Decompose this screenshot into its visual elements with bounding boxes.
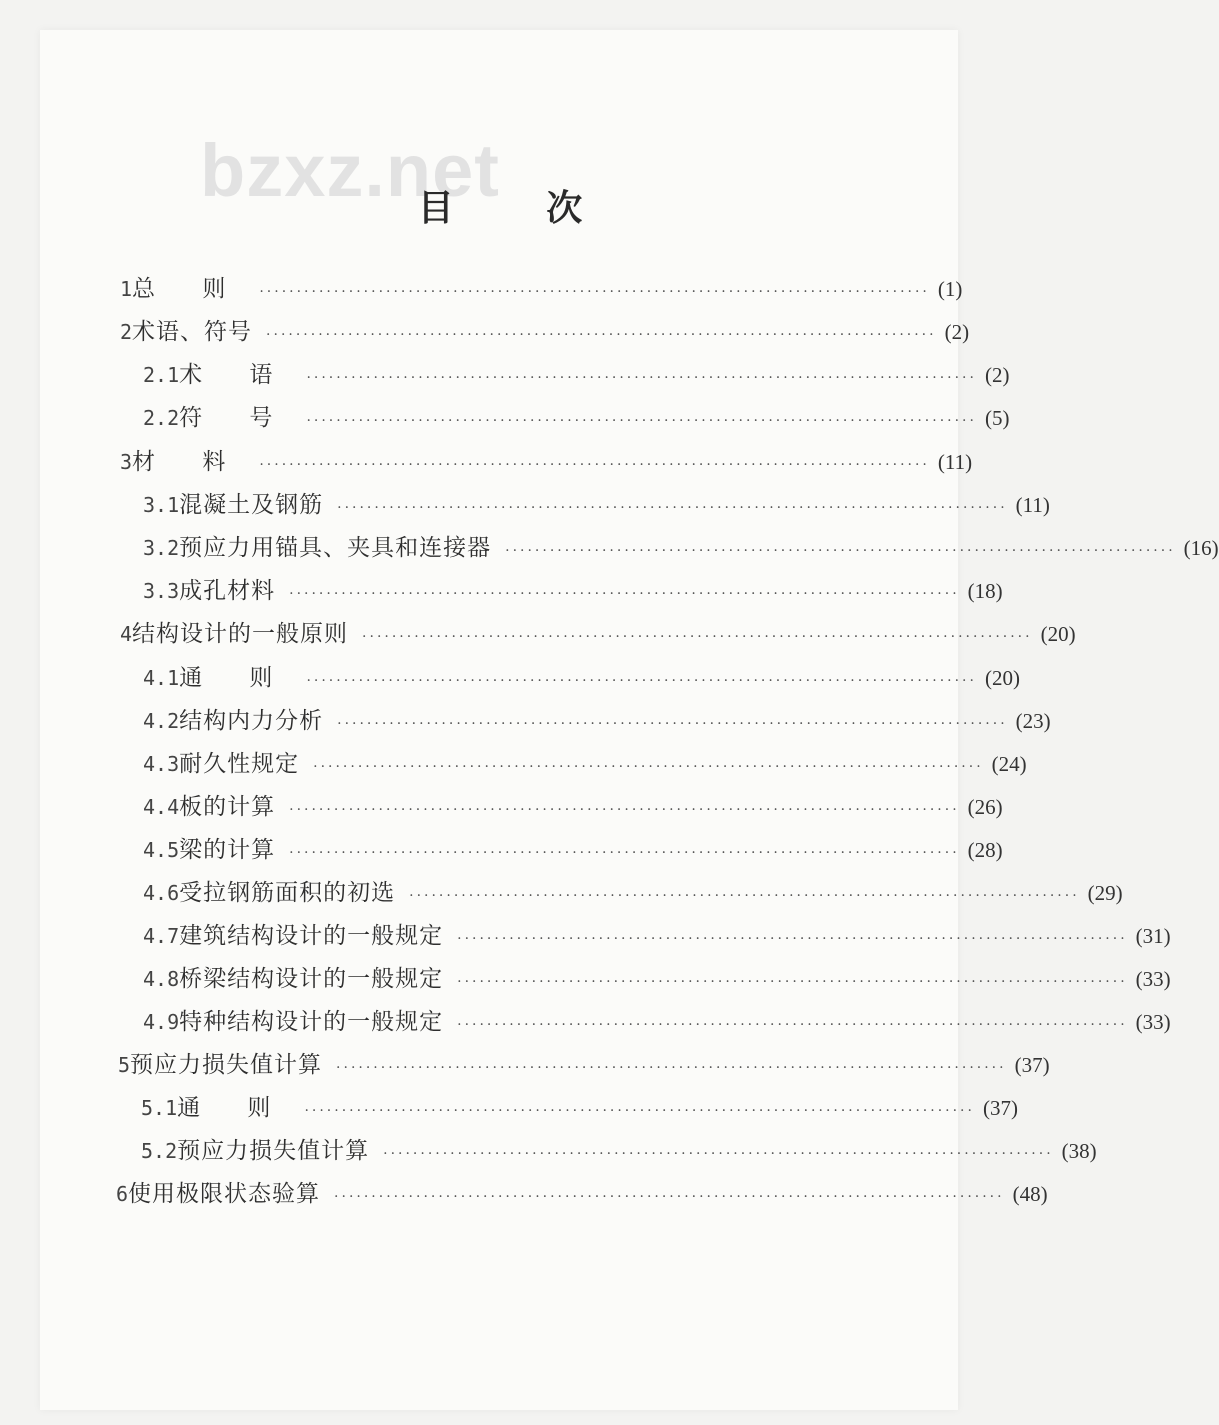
toc-entry[interactable] xyxy=(143,790,1003,824)
toc-entry-label: 通 则 xyxy=(177,1095,291,1121)
toc-entry-number: 3.1 xyxy=(143,493,180,517)
dot-leader: ·························································································· xyxy=(306,370,977,386)
toc-entry-label: 结构内力分析 xyxy=(179,708,324,734)
dot-leader: ·························································································· xyxy=(362,629,1033,645)
toc-entry-number: 5.2 xyxy=(141,1139,178,1163)
dot-leader: ·························································································· xyxy=(409,888,1080,904)
toc-entry[interactable] xyxy=(116,1177,1048,1211)
dot-leader: ·························································································· xyxy=(289,586,960,602)
toc-entry-number: 4.4 xyxy=(143,795,180,819)
toc-entry[interactable] xyxy=(143,661,1020,695)
toc-entry[interactable] xyxy=(120,272,963,306)
dot-leader: ·························································································· xyxy=(457,1017,1128,1033)
toc-entry-number: 4.3 xyxy=(143,752,180,776)
toc-entry-number: 2.2 xyxy=(143,406,180,430)
dot-leader: ·························································································· xyxy=(259,284,930,300)
toc-entry-number: 2 xyxy=(120,320,133,344)
toc-entry-label: 术语、符号 xyxy=(132,319,253,345)
toc-entry-number: 4.6 xyxy=(143,881,180,905)
toc-entry-label: 符 号 xyxy=(179,405,293,431)
toc-entry-number: 4.9 xyxy=(143,1010,180,1034)
toc-entry-page: (37) xyxy=(1014,1053,1050,1077)
toc-entry-number: 2.1 xyxy=(143,363,180,387)
toc-entry[interactable] xyxy=(143,358,1010,392)
toc-entry-label: 梁的计算 xyxy=(179,837,276,863)
dot-leader: ·························································································· xyxy=(337,716,1008,732)
toc-entry-label: 建筑结构设计的一般规定 xyxy=(179,923,444,949)
toc-entry-number: 4.2 xyxy=(143,709,180,733)
toc-entry-label: 通 则 xyxy=(179,665,293,691)
toc-entry-page: (24) xyxy=(991,752,1027,776)
toc-entry[interactable] xyxy=(143,531,1219,565)
toc-entry[interactable] xyxy=(143,574,1003,608)
dot-leader: ·························································································· xyxy=(289,845,960,861)
page-title: 目 次 xyxy=(417,187,623,229)
toc-entry-number: 4.8 xyxy=(143,967,180,991)
toc-entry-page: (26) xyxy=(967,795,1003,819)
dot-leader: ·························································································· xyxy=(457,974,1128,990)
toc-entry-number: 4.1 xyxy=(143,666,180,690)
toc-entry[interactable] xyxy=(120,617,1076,651)
toc-entry-label: 预应力用锚具、夹具和连接器 xyxy=(179,535,492,561)
toc-entry[interactable] xyxy=(141,1091,1018,1125)
toc-entry-label: 结构设计的一般原则 xyxy=(132,621,349,647)
toc-entry[interactable] xyxy=(143,919,1171,953)
toc-entry[interactable] xyxy=(143,747,1027,781)
toc-entry[interactable] xyxy=(143,1005,1171,1039)
dot-leader: ·························································································· xyxy=(334,1189,1005,1205)
toc-entry-page: (29) xyxy=(1087,881,1123,905)
toc-entry-label: 预应力损失值计算 xyxy=(130,1052,323,1078)
toc-entry-page: (1) xyxy=(937,277,963,301)
toc-entry-page: (23) xyxy=(1015,709,1051,733)
toc-entry-page: (31) xyxy=(1135,924,1171,948)
toc-entry[interactable] xyxy=(120,315,970,349)
toc-entry-label: 混凝土及钢筋 xyxy=(179,492,324,518)
toc-entry-label: 术 语 xyxy=(179,362,293,388)
dot-leader: ·························································································· xyxy=(313,759,984,775)
toc-entry-page: (20) xyxy=(1040,622,1076,646)
dot-leader: ·························································································· xyxy=(304,1103,975,1119)
dot-leader: ·························································································· xyxy=(306,673,977,689)
toc-entry-number: 4.7 xyxy=(143,924,180,948)
toc-entry-page: (48) xyxy=(1012,1182,1048,1206)
toc-entry-page: (2) xyxy=(944,320,970,344)
toc-entry[interactable] xyxy=(143,876,1123,910)
dot-leader: ·························································································· xyxy=(306,413,977,429)
toc-entry-page: (5) xyxy=(984,406,1010,430)
toc-entry-number: 3.3 xyxy=(143,579,180,603)
toc-entry[interactable] xyxy=(143,488,1050,522)
toc-entry[interactable] xyxy=(143,704,1051,738)
toc-entry-page: (20) xyxy=(984,666,1020,690)
dot-leader: ·························································································· xyxy=(289,802,960,818)
toc-entry-page: (38) xyxy=(1061,1139,1097,1163)
dot-leader: ·························································································· xyxy=(457,931,1128,947)
dot-leader: ·························································································· xyxy=(336,1060,1007,1076)
watermark-text: bzxz.net xyxy=(200,129,500,212)
toc-entry[interactable] xyxy=(141,1134,1097,1168)
toc-entry-page: (33) xyxy=(1135,967,1171,991)
toc-entry-page: (11) xyxy=(1015,493,1050,517)
toc-entry-page: (2) xyxy=(984,363,1010,387)
toc-entry-label: 预应力损失值计算 xyxy=(177,1138,370,1164)
dot-leader: ·························································································· xyxy=(266,327,937,343)
toc-entry[interactable] xyxy=(143,401,1010,435)
toc-entry[interactable] xyxy=(120,445,973,479)
toc-entry-page: (11) xyxy=(937,450,973,474)
toc-entry-number: 4 xyxy=(120,622,133,646)
toc-entry[interactable] xyxy=(118,1048,1050,1082)
toc-entry-number: 6 xyxy=(116,1182,129,1206)
dot-leader: ·························································································· xyxy=(259,457,930,473)
toc-entry-label: 板的计算 xyxy=(179,794,276,820)
toc-entry-number: 5.1 xyxy=(141,1096,178,1120)
toc-entry-page: (37) xyxy=(982,1096,1018,1120)
toc-entry-label: 成孔材料 xyxy=(179,578,276,604)
toc-entry-page: (16) xyxy=(1183,536,1219,560)
toc-entry-page: (18) xyxy=(967,579,1003,603)
dot-leader: ·························································································· xyxy=(337,500,1008,516)
toc-entry-number: 4.5 xyxy=(143,838,180,862)
toc-entry-number: 5 xyxy=(118,1053,131,1077)
toc-entry-label: 材 料 xyxy=(132,449,246,475)
toc-entry-label: 受拉钢筋面积的初选 xyxy=(179,880,396,906)
toc-entry-label: 使用极限状态验算 xyxy=(128,1181,321,1207)
toc-entry-label: 特种结构设计的一般规定 xyxy=(179,1009,444,1035)
toc-entry[interactable] xyxy=(143,962,1171,996)
toc-entry-label: 桥梁结构设计的一般规定 xyxy=(179,966,444,992)
dot-leader: ·························································································· xyxy=(505,543,1176,559)
toc-entry-label: 总 则 xyxy=(132,276,246,302)
toc-entry-page: (28) xyxy=(967,838,1003,862)
toc-entry-page: (33) xyxy=(1135,1010,1171,1034)
toc-entry[interactable] xyxy=(143,833,1003,867)
toc-entry-number: 3.2 xyxy=(143,536,180,560)
toc-entry-number: 1 xyxy=(120,277,133,301)
toc-entry-label: 耐久性规定 xyxy=(179,751,300,777)
toc-entry-number: 3 xyxy=(120,450,133,474)
dot-leader: ·························································································· xyxy=(383,1146,1054,1162)
